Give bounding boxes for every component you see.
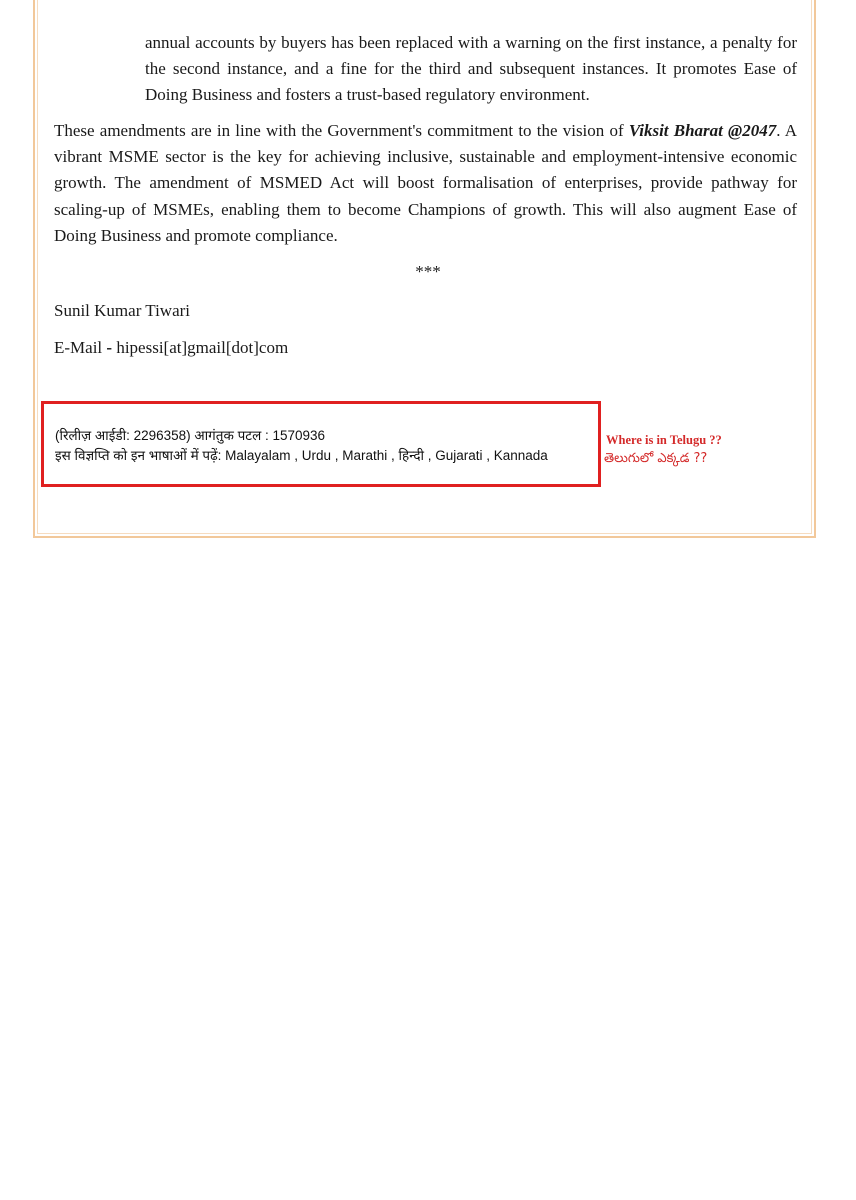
annotation-english: Where is in Telugu ?? bbox=[606, 433, 722, 447]
language-links-line[interactable]: इस विज्ञप्ति को इन भाषाओं में पढ़ें: Malayalam , Urdu , Marathi , हिन्दी , Gujarati , Kannada bbox=[55, 448, 548, 463]
author-name: Sunil Kumar Tiwari bbox=[54, 301, 191, 320]
section-separator: *** bbox=[415, 262, 441, 281]
release-info-box bbox=[41, 401, 601, 487]
email-line bbox=[54, 337, 288, 359]
continuation-paragraph: annual accounts by buyers has been replaced with a warning on the first instance, a penalty for the second instance, and a fine for the third and subsequent instances. It promotes Ease of Doing Business and fosters a trust-based regulatory environment. bbox=[145, 33, 797, 104]
email-label: E-Mail bbox=[54, 338, 103, 357]
release-id-line: (रिलीज़ आईडी: 2296358) आगंतुक पटल : 1570936 bbox=[55, 428, 326, 443]
annotation-telugu: తెలుగులో ఎక్కడ ?? bbox=[604, 451, 708, 466]
main-paragraph bbox=[54, 118, 797, 249]
email-dash: - bbox=[102, 338, 117, 357]
email-address: hipessi[at]gmail[dot]com bbox=[116, 338, 289, 357]
main-paragraph-rest: . A vibrant MSME sector is the key for achieving inclusive, sustainable and employment-intensive economic growth. The amendment of MSMED Act will boost formalisation of enterprises, provide pathway for scaling-up of MSMEs, enabling them to become Champions of growth. This will also augment Ease of Doing Business and promote compliance. bbox=[54, 121, 797, 245]
viksit-bharat-emphasis: Viksit Bharat @2047 bbox=[628, 121, 777, 140]
main-paragraph-lead: These amendments are in line with the Government's commitment to the vision of bbox=[54, 121, 629, 140]
